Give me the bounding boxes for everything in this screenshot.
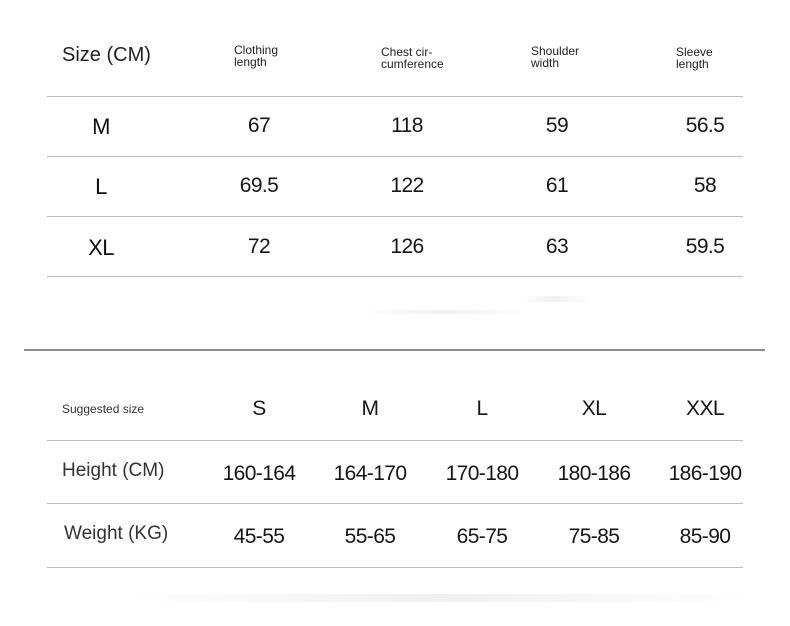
table-cell: 55-65: [344, 525, 396, 548]
table-cell: 170-180: [445, 462, 519, 485]
table-cell: 69.5: [239, 174, 279, 197]
divider: [47, 156, 743, 157]
table-cell: 72: [247, 235, 271, 258]
header-sleeve-line1: Sleeve: [676, 45, 713, 59]
divider: [47, 276, 743, 277]
table-cell: 67: [247, 114, 271, 137]
table-cell: 56.5: [685, 114, 725, 137]
faint-artifact: [130, 594, 750, 602]
table-cell: 58: [693, 174, 717, 197]
divider: [47, 567, 743, 568]
header-shoulder-line2: width: [531, 56, 560, 70]
table-cell: 65-75: [456, 525, 508, 548]
row-size-label: L: [95, 174, 107, 199]
header-chest-circumference: [381, 46, 444, 70]
table-cell: 63: [545, 235, 569, 258]
header-clothing-length-line1: Clothing: [234, 43, 279, 57]
header-chest-line2: cumference: [381, 57, 444, 71]
header-shoulder-width: [531, 45, 579, 69]
table-cell: 180-186: [557, 462, 631, 485]
size-heading: S: [252, 397, 266, 420]
header-chest-line1: Chest cir-: [381, 45, 433, 59]
table-cell: 126: [390, 235, 424, 258]
faint-artifact: [520, 296, 590, 302]
table-cell: 164-170: [333, 462, 407, 485]
table-cell: 61: [545, 174, 569, 197]
row-size-label: M: [92, 114, 110, 139]
table-cell: 186-190: [668, 462, 742, 485]
suggested-size-label: Suggested size: [62, 402, 145, 416]
divider: [47, 216, 743, 217]
table-cell: 118: [391, 114, 423, 137]
section-separator: [24, 349, 765, 351]
weight-label: Weight (KG): [64, 523, 169, 544]
size-heading: XXL: [686, 397, 724, 420]
table-cell: 122: [390, 174, 424, 197]
table-cell: 59.5: [685, 235, 725, 258]
size-heading: XL: [581, 397, 607, 420]
table-cell: 160-164: [222, 462, 296, 485]
divider: [47, 96, 743, 97]
table-cell: 59: [545, 114, 569, 137]
divider: [47, 440, 743, 441]
height-label: Height (CM): [62, 460, 165, 481]
table-cell: 75-85: [568, 525, 620, 548]
faint-artifact: [360, 310, 530, 314]
header-shoulder-line1: Shoulder: [531, 44, 580, 58]
header-size-cm: Size (CM): [62, 44, 151, 66]
header-clothing-length: [234, 44, 278, 68]
header-sleeve-length: [676, 46, 713, 70]
table-cell: 85-90: [679, 525, 731, 548]
header-sleeve-line2: length: [676, 57, 709, 71]
table-cell: 45-55: [233, 525, 285, 548]
row-size-label: XL: [88, 235, 114, 260]
size-heading: L: [476, 397, 488, 420]
header-clothing-length-line2: length: [234, 55, 267, 69]
divider: [47, 503, 743, 504]
size-heading: M: [361, 397, 379, 420]
